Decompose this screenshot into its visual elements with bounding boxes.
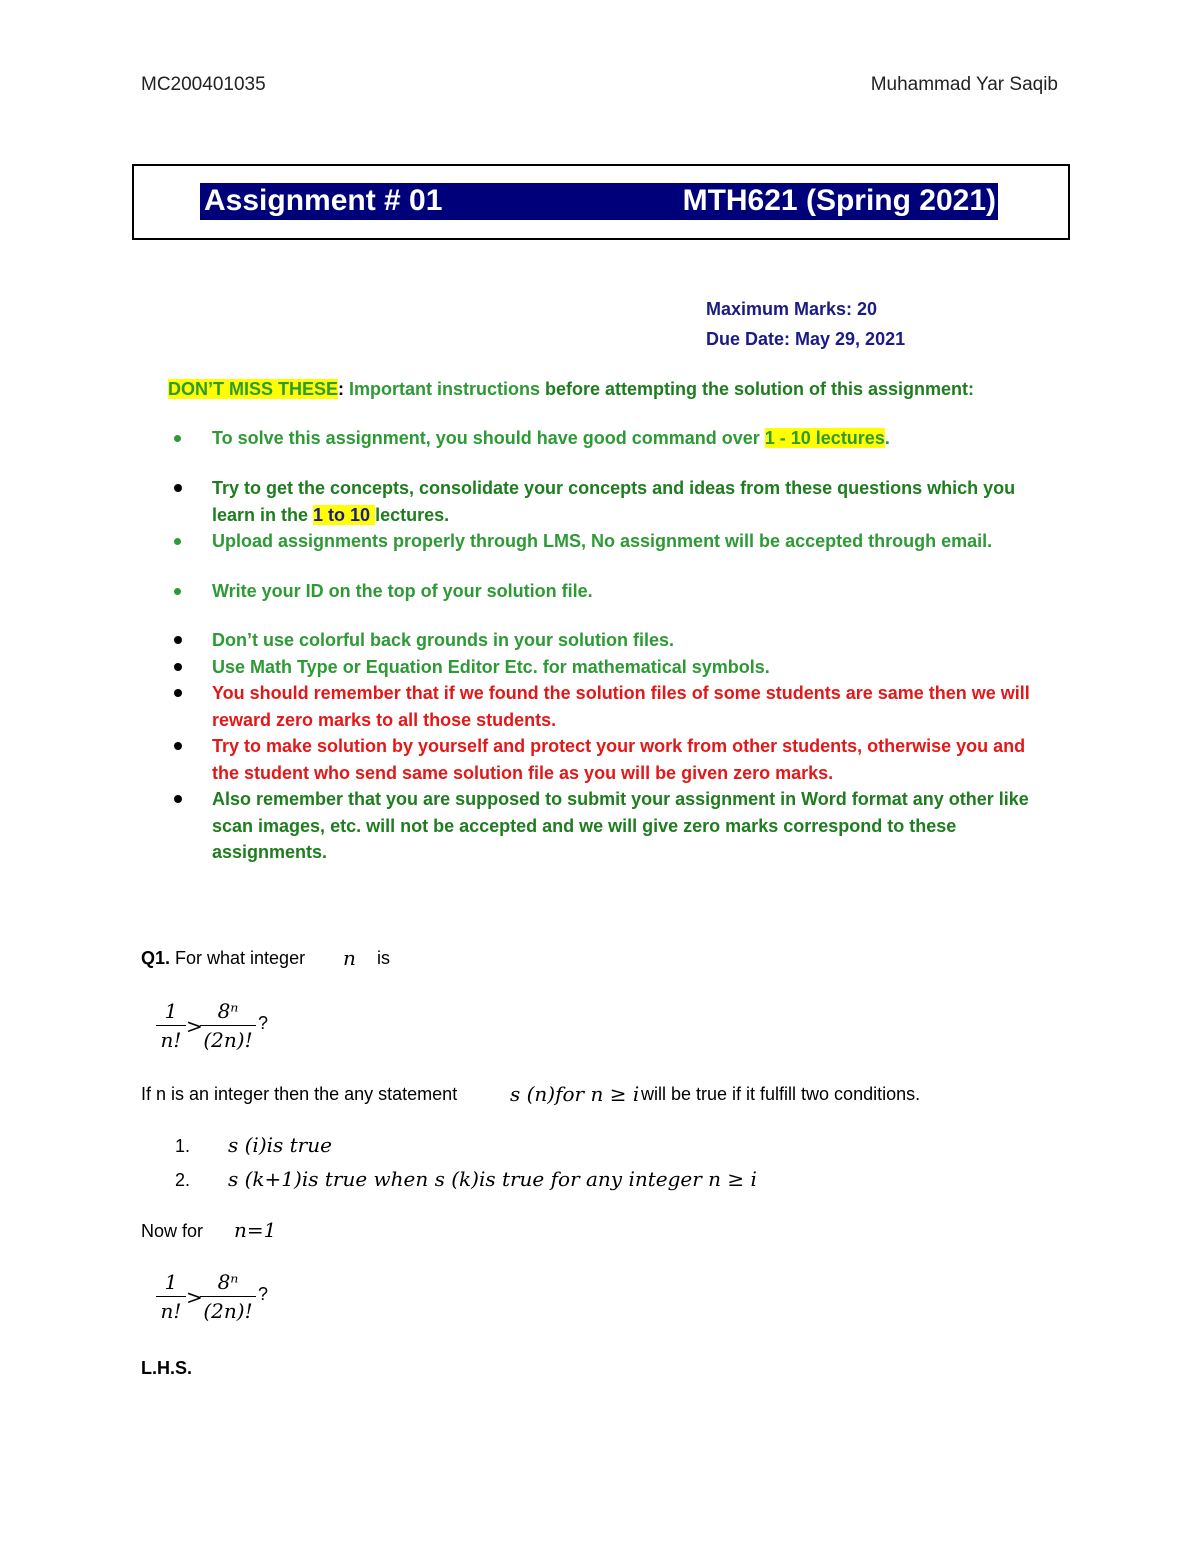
q1-line: Q1. For what integer [141, 948, 306, 968]
list-item: Also remember that you are supposed to submit your assignment in Word format any other like scan images, etc. will not be accepted and we will give zero marks correspond to these assignments. [212, 789, 1029, 862]
gt-symbol: > [186, 1014, 203, 1038]
question-mark: ? [258, 1013, 269, 1033]
course-title: MTH621 (Spring 2021) [682, 184, 996, 217]
list-item: Write your ID on the top of your solution file. [212, 581, 593, 601]
fraction-rhs: 8ⁿ (2n)! [200, 999, 256, 1052]
induction-intro: If n is an integer then the any statement [141, 1084, 458, 1104]
bullet-icon [174, 588, 181, 595]
q1-label: Q1. [141, 948, 171, 968]
induction-intro-end: will be true if it fulfill two conditions. [641, 1084, 921, 1104]
student-id: MC200401035 [141, 74, 266, 95]
list-item: Upload assignments properly through LMS, No assignment will be accepted through email. [212, 531, 993, 551]
fraction-rhs-2: 8ⁿ (2n)! [200, 1270, 256, 1323]
q1-is: is [377, 948, 390, 968]
list-item: Don’t use colorful back grounds in your solution files. [212, 630, 675, 650]
instructions-heading: DON’T MISS THESE: Important instructions before attempting the solution of this assignment: [168, 379, 975, 399]
fraction-lhs-2: 1 n! [156, 1270, 186, 1323]
bullet-icon [174, 484, 182, 492]
now-for-expr: n=1 [234, 1218, 277, 1242]
due-date: Due Date: May 29, 2021 [706, 329, 906, 349]
list-item: You should remember that if we found the solution files of some students are same then we will reward zero marks to all those students. [212, 683, 1030, 730]
induction-statement: s (n)for n ≥ i [510, 1082, 640, 1106]
title-bar [200, 183, 998, 220]
bullet-icon [174, 538, 181, 545]
assignment-title: Assignment # 01 [204, 184, 443, 217]
gt-symbol-2: > [186, 1285, 203, 1309]
question-mark-2: ? [258, 1284, 269, 1304]
q1-variable: n [343, 946, 356, 970]
bullet-icon [174, 435, 181, 442]
bullet-icon [174, 636, 182, 644]
list-item: Use Math Type or Equation Editor Etc. for mathematical symbols. [212, 657, 770, 677]
list-item: To solve this assignment, you should have good command over 1 - 10 lectures. [212, 428, 890, 448]
condition-2-number: 2. [175, 1170, 191, 1190]
condition-2: s (k+1)is true when s (k)is true for any integer n ≥ i [228, 1167, 757, 1191]
fraction-lhs: 1 n! [156, 999, 186, 1052]
bullet-icon [174, 795, 182, 803]
now-for-label: Now for [141, 1221, 204, 1241]
bullet-icon [174, 742, 182, 750]
student-name: Muhammad Yar Saqib [870, 74, 1058, 95]
list-item: Try to make solution by yourself and protect your work from other students, otherwise you and the student who send same solution file as you will be given zero marks. [212, 736, 1026, 783]
list-item: Try to get the concepts, consolidate your concepts and ideas from these questions which you learn in the 1 to 10 lectures. [212, 478, 1016, 525]
condition-1: s (i)is true [228, 1133, 332, 1157]
lhs-label: L.H.S. [141, 1358, 193, 1378]
condition-1-number: 1. [175, 1136, 191, 1156]
max-marks: Maximum Marks: 20 [706, 299, 878, 319]
dont-miss-label: DON’T MISS THESE [168, 379, 339, 399]
bullet-icon [174, 663, 182, 671]
bullet-icon [174, 689, 182, 697]
